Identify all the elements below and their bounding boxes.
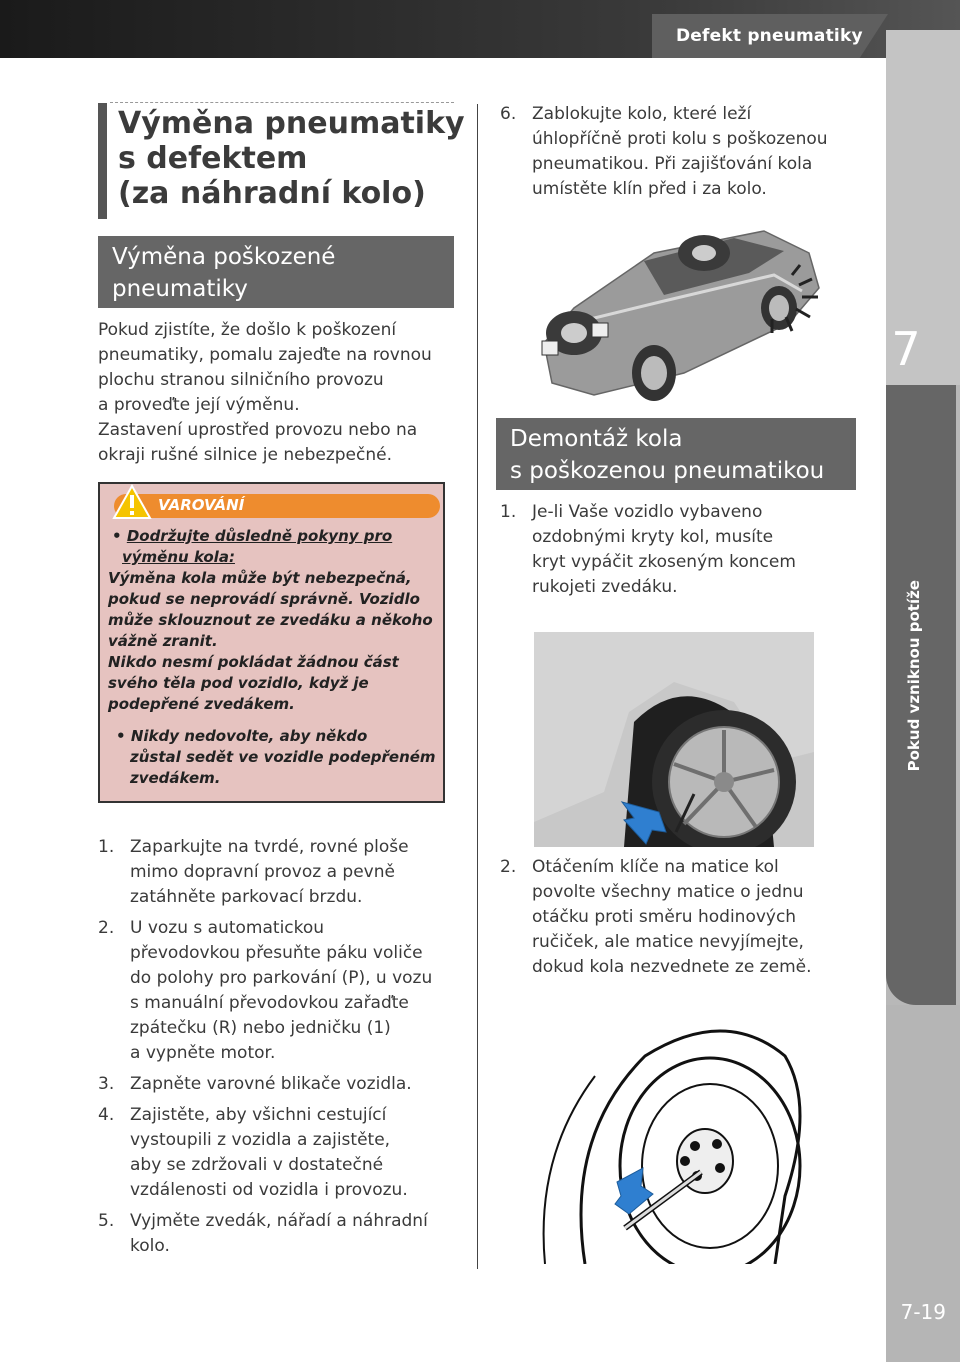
chapter-label: Pokud vzniknou potíže (905, 580, 923, 772)
section-title-line: s defektem (118, 141, 308, 176)
step-line: zpátečku (R) nebo jedničku (1) (130, 1018, 391, 1038)
step-line: Zajistěte, aby všichni cestující (130, 1105, 387, 1125)
subsection-heading (98, 236, 454, 308)
step-item (98, 1103, 468, 1203)
step-line: Zapněte varovné blikače vozidla. (130, 1074, 412, 1094)
warning-bullet-line (108, 526, 433, 547)
step-number: 5. (98, 1211, 115, 1231)
step-line: Zaparkujte na tvrdé, rovné ploše (130, 837, 409, 857)
car-chock-illustration (534, 213, 834, 403)
step-line: a vypněte motor. (130, 1043, 276, 1063)
chapter-number: 7 (891, 322, 921, 376)
warning-bullet-text: Dodržujte důsledně pokyny pro (126, 527, 393, 545)
warning-bullet-1 (108, 526, 433, 715)
step-text (532, 102, 828, 202)
warning-title: VAROVÁNÍ (158, 496, 245, 514)
step-line: kryt vypáčit zkoseným koncem (532, 552, 796, 572)
step-item (500, 855, 870, 980)
warning-body-line: Výměna kola může být nebezpečná, (108, 569, 412, 587)
step-number: 2. (500, 857, 517, 877)
step-item (98, 1209, 468, 1259)
step-text (532, 500, 796, 600)
step-line: převodovkou přesuňte páku voliče (130, 943, 423, 963)
intro-line: pneumatiky, pomalu zajeďte na rovnou (98, 345, 432, 365)
step-line: dokud kola nezvednete ze země. (532, 957, 812, 977)
step-line: vzdálenosti od vozidla i provozu. (130, 1180, 408, 1200)
step-number: 4. (98, 1105, 115, 1125)
warning-bullet-2 (116, 726, 436, 789)
intro-line: Pokud zjistíte, že došlo k poškození (98, 320, 397, 340)
step-number: 2. (98, 918, 115, 938)
page-number: 7-19 (900, 1300, 946, 1324)
step-line: do polohy pro parkování (P), u vozu (130, 968, 433, 988)
warning-body-line: může sklouznout ze zvedáku a někoho (108, 611, 433, 629)
warning-body-line: podepřené zvedákem. (108, 695, 295, 713)
warning-body-line: pokud se neprovádí správně. Vozidlo (108, 590, 420, 608)
title-bar (98, 103, 107, 219)
step-line: s manuální převodovkou zařaďte (130, 993, 409, 1013)
step-item (500, 500, 870, 600)
step-item (98, 916, 468, 1066)
step-line: Je-li Vaše vozidlo vybaveno (532, 502, 763, 522)
step-line: rukojeti zvedáku. (532, 577, 678, 597)
step-line: Vyjměte zvedák, nářadí a náhradní (130, 1211, 428, 1231)
intro-paragraph (98, 318, 432, 468)
step-number: 6. (500, 104, 517, 124)
step-item (98, 1072, 468, 1097)
step-line: aby se zdržovali v dostatečné (130, 1155, 384, 1175)
title-rule (110, 102, 454, 103)
step-text (130, 1209, 428, 1259)
step-line: pneumatikou. Při zajišťování kola (532, 154, 813, 174)
warning-bullet-text: výměnu kola: (122, 548, 235, 566)
header-title: Defekt pneumatiky (676, 26, 863, 46)
subsection-heading (496, 418, 856, 490)
intro-line: okraji rušné silnice je nebezpečné. (98, 445, 392, 465)
subsection-heading-line: s poškozenou pneumatikou (510, 458, 825, 484)
step-line: Zablokujte kolo, které leží (532, 104, 752, 124)
step-line: zatáhněte parkovací brzdu. (130, 887, 363, 907)
step-line: úhlopříčně proti kolu s poškozenou (532, 129, 828, 149)
step-line: ozdobnými kryty kol, musíte (532, 527, 774, 547)
step-text (532, 855, 812, 980)
column-divider (477, 104, 478, 1269)
subsection-heading-line: pneumatiky (112, 276, 248, 302)
step-line: ručiček, ale matice nevyjímejte, (532, 932, 804, 952)
step-line: povolte všechny matice o jednu (532, 882, 804, 902)
intro-line: a proveďte její výměnu. (98, 395, 300, 415)
wheel-cover-removal-illustration (534, 632, 814, 847)
warning-bullet-line (108, 547, 433, 568)
warning-body-line: Nikdo nesmí pokládat žádnou část (108, 653, 399, 671)
step-line: umístěte klín před i za kolo. (532, 179, 767, 199)
step-text (130, 916, 432, 1066)
section-title (118, 106, 465, 211)
bullet-icon: • (112, 527, 127, 545)
warning-bullet-line (116, 726, 436, 747)
subsection-heading-line: Demontáž kola (510, 426, 683, 452)
warning-body-line: vážně zranit. (108, 632, 218, 650)
bullet-icon: • (116, 727, 131, 745)
step-number: 1. (500, 502, 517, 522)
warning-triangle-icon (112, 484, 152, 520)
intro-line: Zastavení uprostřed provozu nebo na (98, 420, 418, 440)
step-line: otáčku proti směru hodinových (532, 907, 797, 927)
step-item (500, 102, 870, 202)
warning-bullet-line: zvedákem. (130, 769, 221, 787)
step-text (130, 1072, 412, 1097)
step-line: U vozu s automatickou (130, 918, 325, 938)
step-text (130, 1103, 408, 1203)
warning-bullet-line: zůstal sedět ve vozidle podepřeném (130, 748, 436, 766)
step-item (98, 835, 468, 910)
intro-line: plochu stranou silničního provozu (98, 370, 384, 390)
step-text (130, 835, 409, 910)
step-line: kolo. (130, 1236, 170, 1256)
step-line: vystoupili z vozidla a zajistěte, (130, 1130, 391, 1150)
section-title-line: (za náhradní kolo) (118, 176, 426, 211)
step-line: Otáčením klíče na matice kol (532, 857, 779, 877)
step-line: mimo dopravní provoz a pevně (130, 862, 395, 882)
warning-body-line: svého těla pod vozidlo, když je (108, 674, 369, 692)
warning-bullet-text: Nikdy nedovolte, aby někdo (130, 727, 368, 745)
lug-wrench-illustration (525, 1016, 831, 1264)
section-title-line: Výměna pneumatiky (118, 106, 465, 141)
step-number: 3. (98, 1074, 115, 1094)
step-number: 1. (98, 837, 115, 857)
subsection-heading-line: Výměna poškozené (112, 244, 336, 270)
